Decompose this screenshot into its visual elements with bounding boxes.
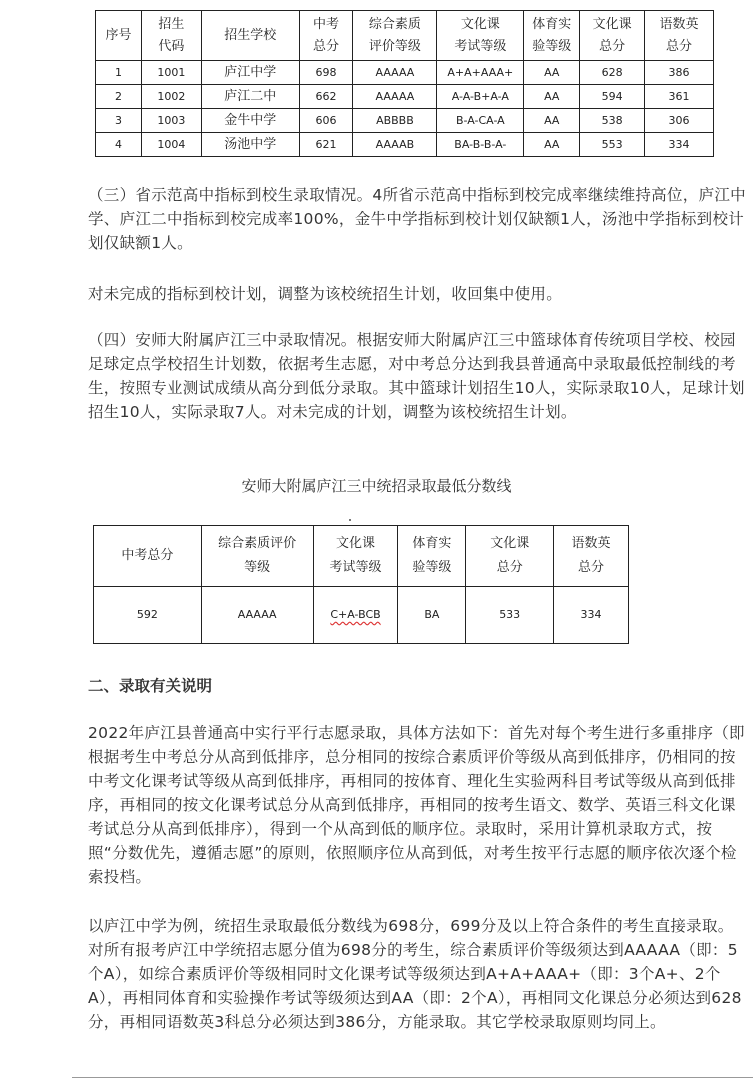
table-cell: 1001 — [141, 61, 201, 85]
table-header-cell — [299, 11, 353, 61]
header-line: 总分 — [599, 38, 626, 54]
table2-caption: 安师大附属庐江三中统招录取最低分数线 — [241, 477, 512, 495]
header-line: 文化课 — [460, 16, 500, 32]
table-row — [96, 133, 714, 157]
table-cell: BA — [398, 587, 466, 644]
header-line: 总分 — [496, 560, 523, 575]
table-cell: 386 — [645, 61, 714, 85]
table-row — [94, 587, 629, 644]
header-line: 序号 — [105, 27, 132, 43]
header-line: 文化课 — [490, 536, 530, 551]
table-cell: AAAAB — [353, 133, 437, 157]
table-cell: AA — [524, 85, 580, 109]
section-heading: 二、录取有关说明 — [88, 677, 213, 695]
table-cell: 306 — [645, 109, 714, 133]
table-cell: 2 — [96, 85, 142, 109]
table-cell: AA — [524, 133, 580, 157]
table-header-cell — [201, 11, 299, 61]
table-row — [96, 61, 714, 85]
table-cell: 1 — [96, 61, 142, 85]
header-line: 总分 — [578, 560, 605, 575]
table-cell: AAAAA — [201, 587, 313, 644]
table-cell: 庐江二中 — [201, 85, 299, 109]
header-line: 考试等级 — [454, 38, 507, 54]
header-line: 文化课 — [335, 536, 375, 551]
table-header-cell — [524, 11, 580, 61]
header-line: 体育实 — [532, 16, 572, 32]
table-cell: 汤池中学 — [201, 133, 299, 157]
table-cell: 533 — [466, 587, 554, 644]
table-header-row — [96, 11, 714, 61]
stray-dot — [349, 519, 351, 521]
table-cell: 606 — [299, 109, 353, 133]
table-cell: 4 — [96, 133, 142, 157]
header-line: 总分 — [313, 38, 340, 54]
header-line: 招生 — [158, 16, 185, 32]
table-cell: 金牛中学 — [201, 109, 299, 133]
table-cell: 334 — [554, 587, 629, 644]
table-cell: AA — [524, 109, 580, 133]
table-cell: 3 — [96, 109, 142, 133]
table-cell: B-A-CA-A — [437, 109, 524, 133]
table-header-cell — [554, 526, 629, 587]
header-line: 体育实 — [412, 536, 452, 551]
table-cell: 庐江中学 — [201, 61, 299, 85]
header-line: 综合素质 — [368, 16, 421, 32]
header-line: 验等级 — [412, 560, 452, 575]
paragraph-third-school: （四）安师大附属庐江三中录取情况。根据安师大附属庐江三中篮球体育传统项目学校、校园足球定点学校招生计划数，依据考生志愿，对中考总分达到我县普通高中录取最低控制线的考生，按照专业测试成绩从高分到低分录取。其中篮球计划招生10人，实际录取10人，足球计划招生10人，实际录取7人。对未完成的计划，调整为该校统招生计划。 — [88, 331, 745, 421]
paragraph-provincial-schools: （三）省示范高中指标到校生录取情况。4所省示范高中指标到校完成率继续维持高位，庐江中学、庐江二中指标到校完成率100%，金牛中学指标到校计划仅缺额1人，汤池中学指标到校计划仅缺额1人。 — [88, 186, 746, 252]
header-line: 综合素质评价 — [218, 536, 297, 551]
table-row — [96, 85, 714, 109]
table-cell: 334 — [645, 133, 714, 157]
table-cell — [313, 587, 398, 644]
paragraph-admission-method: 2022年庐江县普通高中实行平行志愿录取，具体方法如下：首先对每个考生进行多重排序（即根据考生中考总分从高到低排序，总分相同的按综合素质评价等级从高到低排序，仍相同的按中考文化课考试等级从高到低排序，再相同的按体育、理化生实验两科目考试等级从高到低排序，再相同的按文化课考试总分从高到低排序，再相同的按考生语文、数学、英语三科文化课考试总分从高到低排序），得到一个从高到低的顺序位。录取时，采用计算机录取方式，按照“分数优先，遵循志愿”的原则，依照顺序位从高到低，对考生按平行志愿的顺序依次逐个检索投档。 — [88, 724, 745, 886]
header-line: 代码 — [158, 38, 185, 54]
header-line: 中考 — [313, 16, 340, 32]
table-cell: 592 — [94, 587, 202, 644]
table-header-cell — [645, 11, 714, 61]
table-header-row — [94, 526, 629, 587]
table-header-cell — [437, 11, 524, 61]
table-header-cell — [201, 526, 313, 587]
header-line: 语数英 — [571, 536, 611, 551]
header-line: 中考总分 — [121, 548, 174, 563]
min-score-table — [93, 525, 629, 644]
table-header-cell — [580, 11, 645, 61]
table-row — [96, 109, 714, 133]
paragraph-example: 以庐江中学为例，统招生录取最低分数线为698分，699分及以上符合条件的考生直接录取。对所有报考庐江中学统招志愿分值为698分的考生，综合素质评价等级须达到AAAAA（即：5个A），如综合素质评价等级相同时文化课考试等级须达到A+A+AAA+（即：3个A+、2个A），再相同体育和实验操作考试等级须达到AA（即：2个A），再相同文化课总分必须达到628分，再相同语数英3科总分必须达到386分，方能录取。其它学校录取原则均同上。 — [88, 917, 742, 1031]
table-cell: 361 — [645, 85, 714, 109]
spellcheck-underlined-text: C+A-BCB — [330, 608, 381, 621]
table-cell: 594 — [580, 85, 645, 109]
table-cell: 621 — [299, 133, 353, 157]
table-cell: 628 — [580, 61, 645, 85]
table-cell: ABBBB — [353, 109, 437, 133]
table-header-cell — [466, 526, 554, 587]
table-header-cell — [353, 11, 437, 61]
header-line: 招生学校 — [224, 27, 277, 43]
header-line: 总分 — [666, 38, 693, 54]
table-cell: AAAAA — [353, 61, 437, 85]
header-line: 评价等级 — [368, 38, 421, 54]
table-cell: 553 — [580, 133, 645, 157]
table-cell: 1004 — [141, 133, 201, 157]
header-line: 验等级 — [532, 38, 572, 54]
table-header-cell — [94, 526, 202, 587]
paragraph-adjustment: 对未完成的指标到校计划，调整为该校统招生计划，收回集中使用。 — [88, 285, 563, 303]
table-cell: A-A-B+A-A — [437, 85, 524, 109]
table-cell: 662 — [299, 85, 353, 109]
table-cell: AAAAA — [353, 85, 437, 109]
table-cell: AA — [524, 61, 580, 85]
header-line: 考试等级 — [329, 560, 382, 575]
divider — [72, 1077, 753, 1078]
table-header-cell — [313, 526, 398, 587]
table-header-cell — [398, 526, 466, 587]
table-cell: BA-B-B-A- — [437, 133, 524, 157]
header-line: 等级 — [244, 560, 271, 575]
table-cell: 538 — [580, 109, 645, 133]
table-cell: 1002 — [141, 85, 201, 109]
school-score-table — [95, 10, 714, 157]
table-cell: 1003 — [141, 109, 201, 133]
table-header-cell — [96, 11, 142, 61]
table-cell: A+A+AAA+ — [437, 61, 524, 85]
header-line: 文化课 — [592, 16, 632, 32]
table-header-cell — [141, 11, 201, 61]
table-cell: 698 — [299, 61, 353, 85]
header-line: 语数英 — [659, 16, 699, 32]
